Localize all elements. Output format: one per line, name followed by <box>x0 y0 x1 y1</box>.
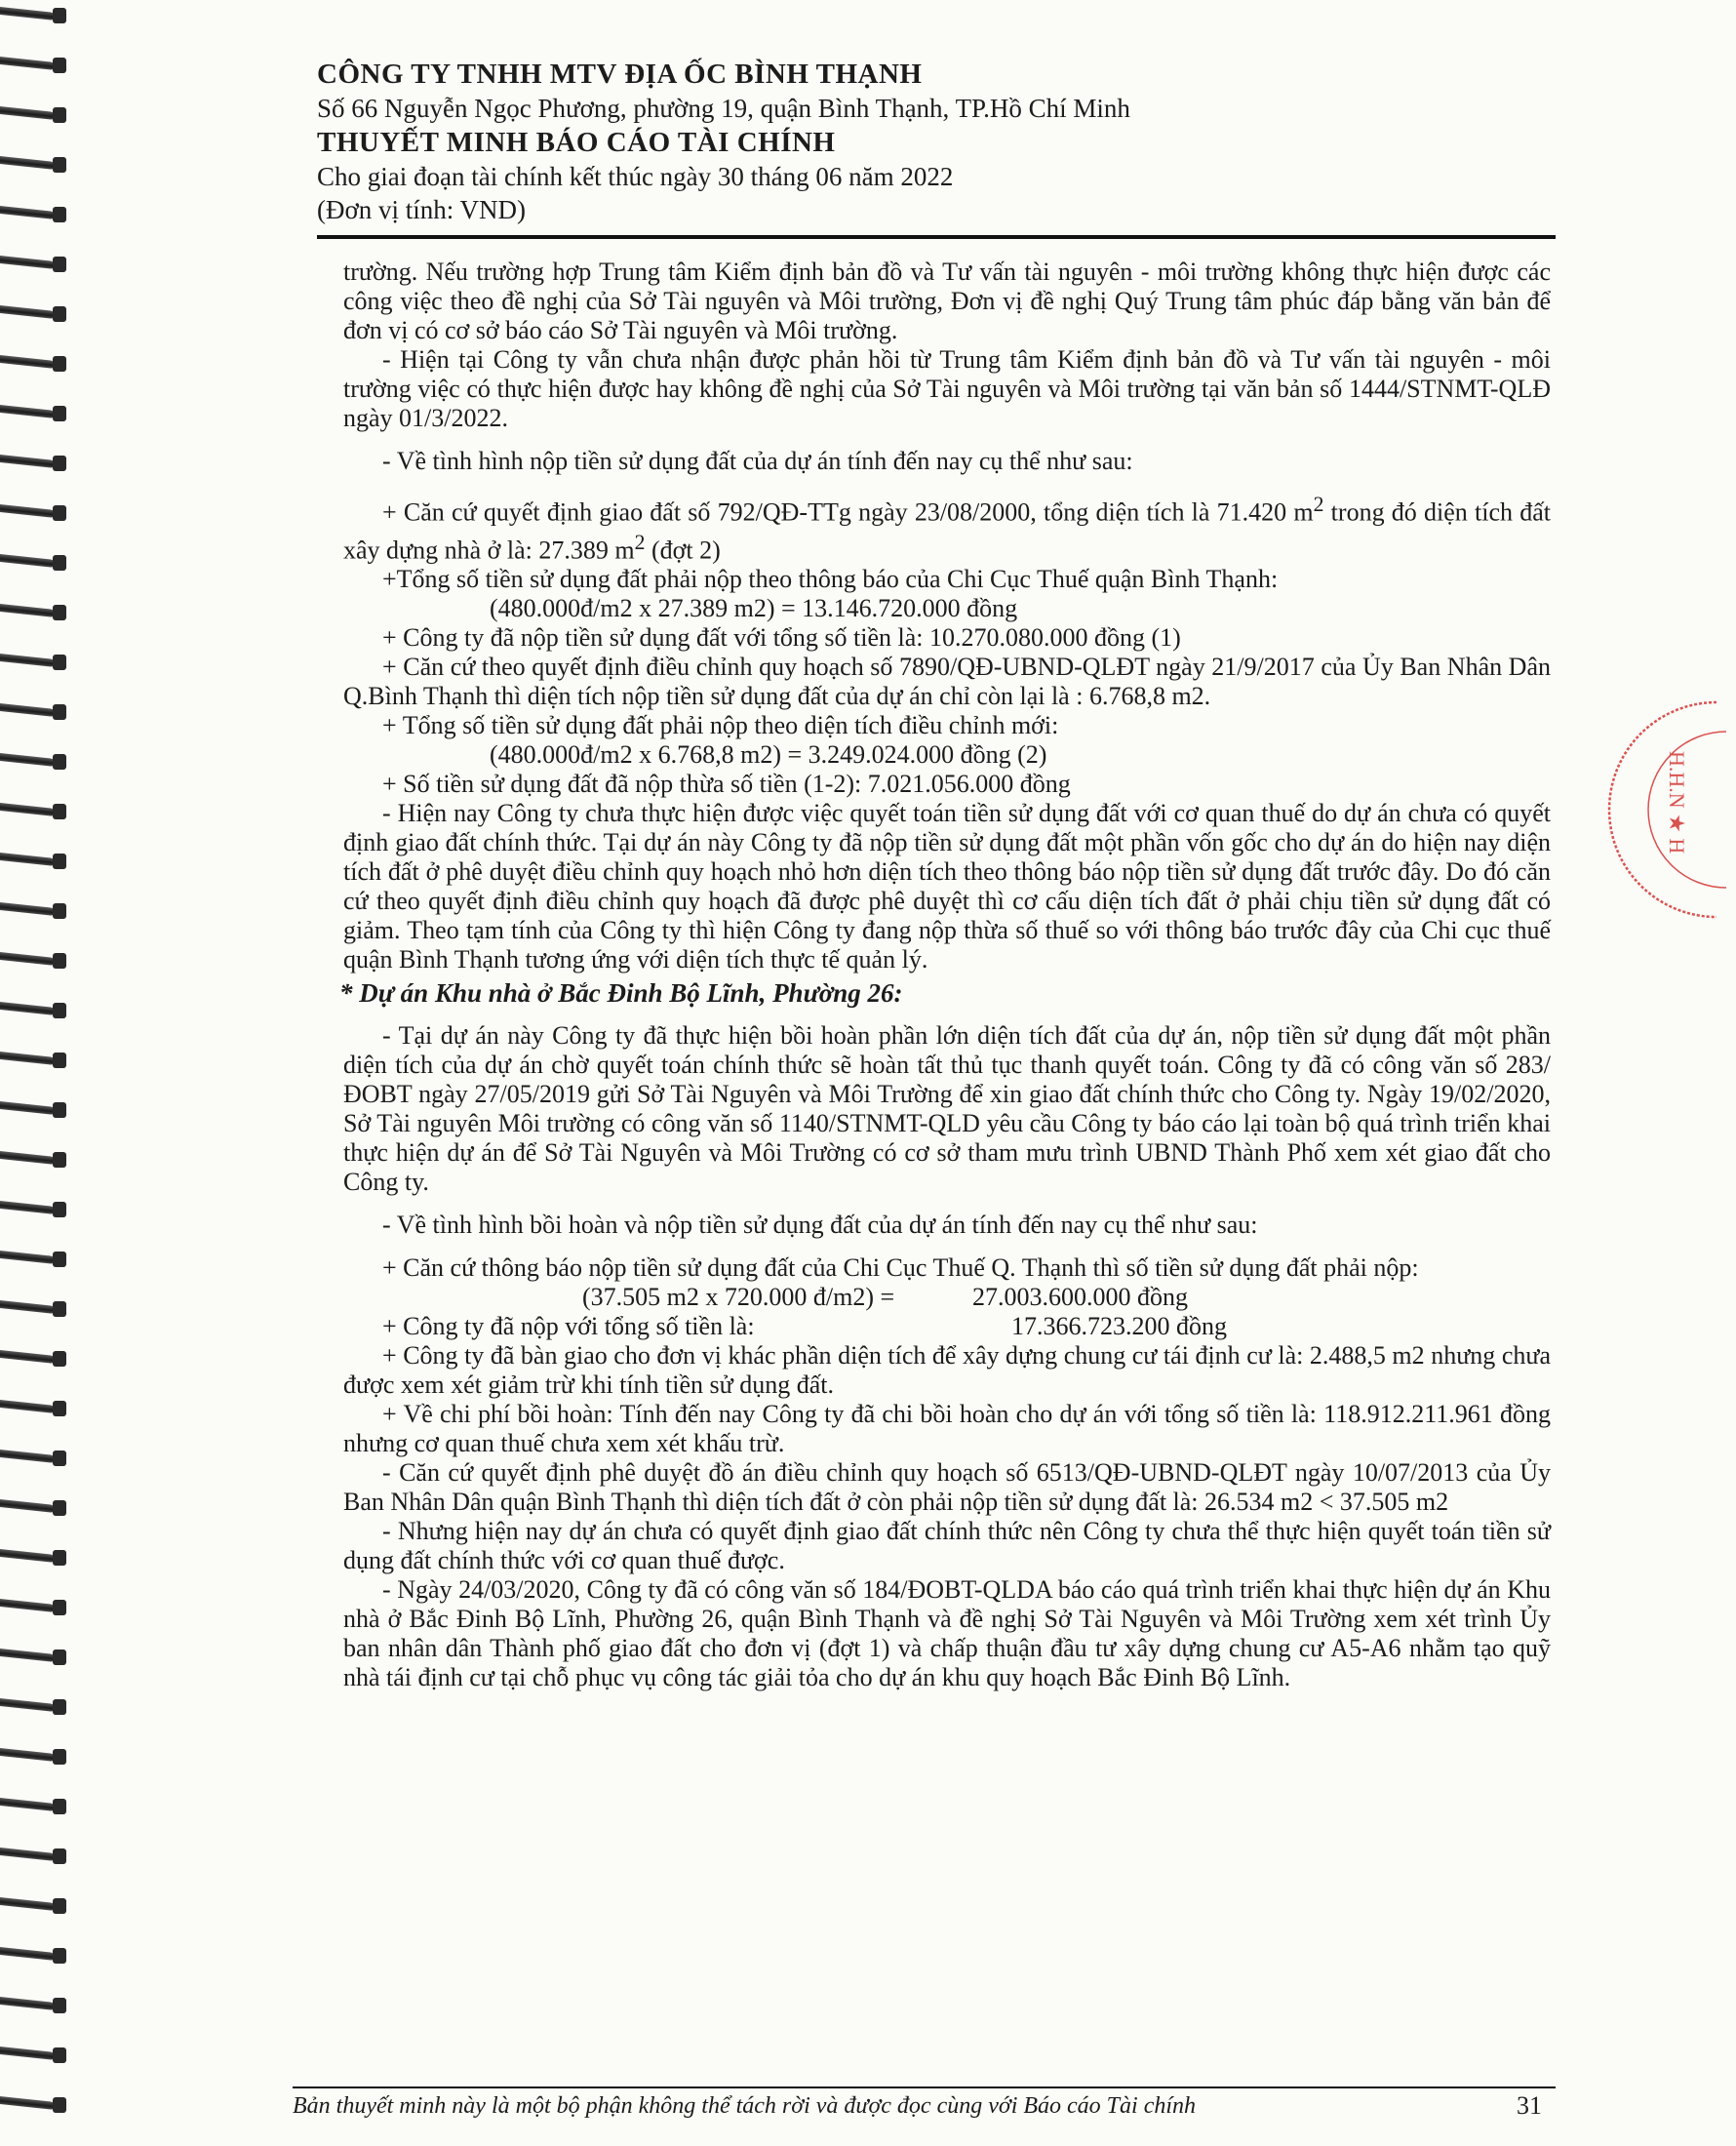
binding-loop <box>0 257 68 270</box>
binding-loop <box>0 456 68 469</box>
footer-note: Bản thuyết minh này là một bộ phận không thể tách rời và được đọc cùng với Báo cáo Tài chính <box>293 2093 1197 2119</box>
formula-line: (480.000đ/m2 x 6.768,8 m2) = 3.249.024.000 đồng (2) <box>490 740 1047 770</box>
binding-loop <box>0 903 68 917</box>
calculation-amount: 27.003.600.000 đồng <box>972 1283 1188 1312</box>
binding-loop <box>0 555 68 569</box>
paragraph: - Về tình hình nộp tiền sử dụng đất của dự án tính đến nay cụ thể như sau: <box>382 447 1133 475</box>
binding-loop <box>0 157 68 171</box>
binding-loop <box>0 207 68 220</box>
paragraph: - Về tình hình bồi hoàn và nộp tiền sử dụng đất của dự án tính đến nay cụ thể như sau: <box>382 1211 1258 1240</box>
spiral-binding <box>0 0 78 2146</box>
footer-divider <box>293 2086 1556 2088</box>
binding-loop <box>0 2047 68 2061</box>
section-heading: * Dự án Khu nhà ở Bắc Đinh Bộ Lĩnh, Phường 26: <box>339 978 903 1009</box>
paragraph: + Căn cứ quyết định giao đất số 792/QĐ-TTg ngày 23/08/2000, tổng diện tích là 71.420 $m^2$ trong đó diện tích đất xây dựng nhà ở là: 27.389 $m^2$ (đợt 2) <box>343 493 1551 565</box>
header-divider <box>317 235 1556 239</box>
binding-loop <box>0 107 68 121</box>
binding-loop <box>0 1550 68 1564</box>
binding-loop <box>0 953 68 967</box>
binding-loop <box>0 1401 68 1414</box>
report-title: THUYẾT MINH BÁO CÁO TÀI CHÍNH <box>317 127 836 158</box>
binding-loop <box>0 1998 68 2011</box>
paragraph: + Căn cứ thông báo nộp tiền sử dụng đất của Chi Cục Thuế Q. Thạnh thì số tiền sử dụng đất phải nộp: <box>382 1253 1419 1283</box>
binding-loop <box>0 8 68 21</box>
binding-loop <box>0 754 68 768</box>
binding-loop <box>0 306 68 320</box>
binding-loop <box>0 1152 68 1166</box>
paragraph: + Công ty đã nộp tiền sử dụng đất với tổng số tiền là: 10.270.080.000 đồng (1) <box>382 623 1181 653</box>
paragraph: + Số tiền sử dụng đất đã nộp thừa số tiền (1-2): 7.021.056.000 đồng <box>382 770 1071 799</box>
document-body <box>339 258 1551 1692</box>
calculation-amount: 17.366.723.200 đồng <box>1011 1312 1227 1341</box>
paragraph: + Công ty đã bàn giao cho đơn vị khác phần diện tích để xây dựng chung cư tái định cư là: 2.488,5 m2 nhưng chưa được xem xét giảm trừ khi tính tiền sử dụng đất. <box>343 1341 1551 1400</box>
paragraph: trường. Nếu trường hợp Trung tâm Kiểm định bản đồ và Tư vấn tài nguyên - môi trường không thực hiện được các công việc theo đề nghị của Sở Tài nguyên và Môi trường, Đơn vị đề nghị Quý Trung tâm phúc đáp bằng văn bản để đơn vị có cơ sở báo cáo Sở Tài nguyên và Môi trường. <box>343 258 1551 344</box>
paragraph: + Tổng số tiền sử dụng đất phải nộp theo diện tích điều chỉnh mới: <box>382 711 1059 740</box>
calculation-label: + Công ty đã nộp với tổng số tiền là: <box>382 1312 755 1341</box>
binding-loop <box>0 1451 68 1464</box>
binding-loop <box>0 854 68 867</box>
calculation-row <box>343 1283 1551 1312</box>
binding-loop <box>0 1649 68 1663</box>
binding-loop <box>0 655 68 668</box>
binding-loop <box>0 1102 68 1116</box>
formula-line: (480.000đ/m2 x 27.389 m2) = 13.146.720.000 đồng <box>490 594 1018 623</box>
paragraph: - Hiện tại Công ty vẫn chưa nhận được phản hồi từ Trung tâm Kiểm định bản đồ và Tư vấn tài nguyên - môi trường việc có thực hiện được hay không đề nghị của Sở Tài nguyên và Môi trường tại văn bản số 1444/STNMT-QLĐ ngày 01/3/2022. <box>343 345 1551 432</box>
paragraph: + Về chi phí bồi hoàn: Tính đến nay Công ty đã chi bồi hoàn cho dự án với tổng số tiền là: 118.912.211.961 đồng nhưng cơ quan thuế chưa xem xét khấu trừ. <box>343 1400 1551 1458</box>
paragraph: - Nhưng hiện nay dự án chưa có quyết định giao đất chính thức nên Công ty chưa thể thực hiện quyết toán tiền sử dụng đất chính thức với cơ quan thuế được. <box>343 1517 1551 1575</box>
binding-loop <box>0 505 68 519</box>
red-stamp <box>1599 683 1736 936</box>
stamp-lettering: H.H.N ★ H <box>1665 751 1689 854</box>
binding-loop <box>0 1003 68 1016</box>
company-address: Số 66 Nguyễn Ngọc Phương, phường 19, quận Bình Thạnh, TP.Hồ Chí Minh <box>317 94 1130 123</box>
binding-loop <box>0 1053 68 1066</box>
binding-loop <box>0 2097 68 2111</box>
binding-loop <box>0 58 68 71</box>
binding-loop <box>0 704 68 718</box>
paragraph: +Tổng số tiền sử dụng đất phải nộp theo thông báo của Chi Cục Thuế quận Bình Thạnh: <box>382 565 1279 594</box>
binding-loop <box>0 356 68 370</box>
binding-loop <box>0 1848 68 1862</box>
calculation-formula: (37.505 m2 x 720.000 đ/m2) = <box>582 1283 895 1312</box>
calculation-row <box>343 1312 1551 1341</box>
stamp-outline <box>1609 702 1716 917</box>
binding-loop <box>0 804 68 817</box>
binding-loop <box>0 1699 68 1713</box>
currency-unit: (Đơn vị tính: VND) <box>317 195 527 224</box>
report-period: Cho giai đoạn tài chính kết thúc ngày 30 tháng 06 năm 2022 <box>317 162 954 191</box>
binding-loop <box>0 1898 68 1912</box>
binding-loop <box>0 605 68 618</box>
paragraph: - Hiện nay Công ty chưa thực hiện được việc quyết toán tiền sử dụng đất với cơ quan thuế do dự án chưa có quyết định giao đất chính thức. Tại dự án này Công ty đã nộp tiền sử dụng đất một phần vốn gốc cho dự án do hiện nay diện tích đất ở phê duyệt điều chỉnh quy hoạch nhỏ hơn diện tích theo thông báo nộp tiền sử dụng đất trước đây. Do đó căn cứ theo quyết định điều chỉnh quy hoạch đã được phê duyệt thì cơ cấu diện tích đất ở phải chịu tiền sử dụng đất có giảm. Theo tạm tính của Công ty thì hiện Công ty đang nộp thừa số thuế so với thông báo trước đây của Chi cục thuế quận Bình Thạnh tương ứng với diện tích thực tế quản lý. <box>343 799 1551 974</box>
binding-loop <box>0 1799 68 1812</box>
binding-loop <box>0 406 68 419</box>
binding-loop <box>0 1351 68 1365</box>
paragraph: - Tại dự án này Công ty đã thực hiện bồi hoàn phần lớn diện tích đất của dự án, nộp tiền sử dụng đất một phần diện tích của dự án chờ quyết toán chính thức sẽ hoàn tất thủ tục thanh quyết toán. Công ty đã có công văn số 283/ĐOBT ngày 27/05/2019 gửi Sở Tài Nguyên và Môi Trường để xin giao đất chính thức cho Công ty. Ngày 19/02/2020, Sở Tài nguyên Môi trường có công văn số 1140/STNMT-QLD yêu cầu Công ty báo cáo lại toàn bộ quá trình triển khai thực hiện dự án để Sở Tài Nguyên và Môi Trường có cơ sở tham mưu trình UBND Thành Phố xem xét giao đất cho Công ty. <box>343 1021 1551 1197</box>
page-number: 31 <box>1517 2091 1542 2120</box>
paragraph: + Căn cứ theo quyết định điều chỉnh quy hoạch số 7890/QĐ-UBND-QLĐT ngày 21/9/2017 của Ủy Ban Nhân Dân Q.Bình Thạnh thì diện tích nộp tiền sử dụng đất của dự án chỉ còn lại là : 6.768,8 m2. <box>343 653 1551 711</box>
paragraph: - Ngày 24/03/2020, Công ty đã có công văn số 184/ĐOBT-QLDA báo cáo quá trình triển khai thực hiện dự án Khu nhà ở Bắc Đinh Bộ Lĩnh, Phường 26, quận Bình Thạnh và đề nghị Sở Tài Nguyên và Môi Trường xem xét trình Ủy ban nhân dân Thành phố giao đất cho đơn vị (đợt 1) và chấp thuận đầu tư xây dựng chung cư A5-A6 nhằm tạo quỹ nhà tái định cư tại chỗ phục vụ công tác giải tỏa cho dự án khu quy hoạch Bắc Đinh Bộ Lĩnh. <box>343 1575 1551 1692</box>
binding-loop <box>0 1252 68 1265</box>
company-name: CÔNG TY TNHH MTV ĐỊA ỐC BÌNH THẠNH <box>317 59 923 90</box>
binding-loop <box>0 1600 68 1613</box>
paragraph: - Căn cứ quyết định phê duyệt đồ án điều chỉnh quy hoạch số 6513/QĐ-UBND-QLĐT ngày 10/07/2013 của Ủy Ban Nhân Dân quận Bình Thạnh thì diện tích đất ở còn phải nộp tiền sử dụng đất là: 26.534 m2 < 37.505 m2 <box>343 1458 1551 1517</box>
binding-loop <box>0 1202 68 1215</box>
binding-loop <box>0 1301 68 1315</box>
binding-loop <box>0 1500 68 1514</box>
binding-loop <box>0 1948 68 1962</box>
binding-loop <box>0 1749 68 1763</box>
document-header <box>317 57 1556 226</box>
